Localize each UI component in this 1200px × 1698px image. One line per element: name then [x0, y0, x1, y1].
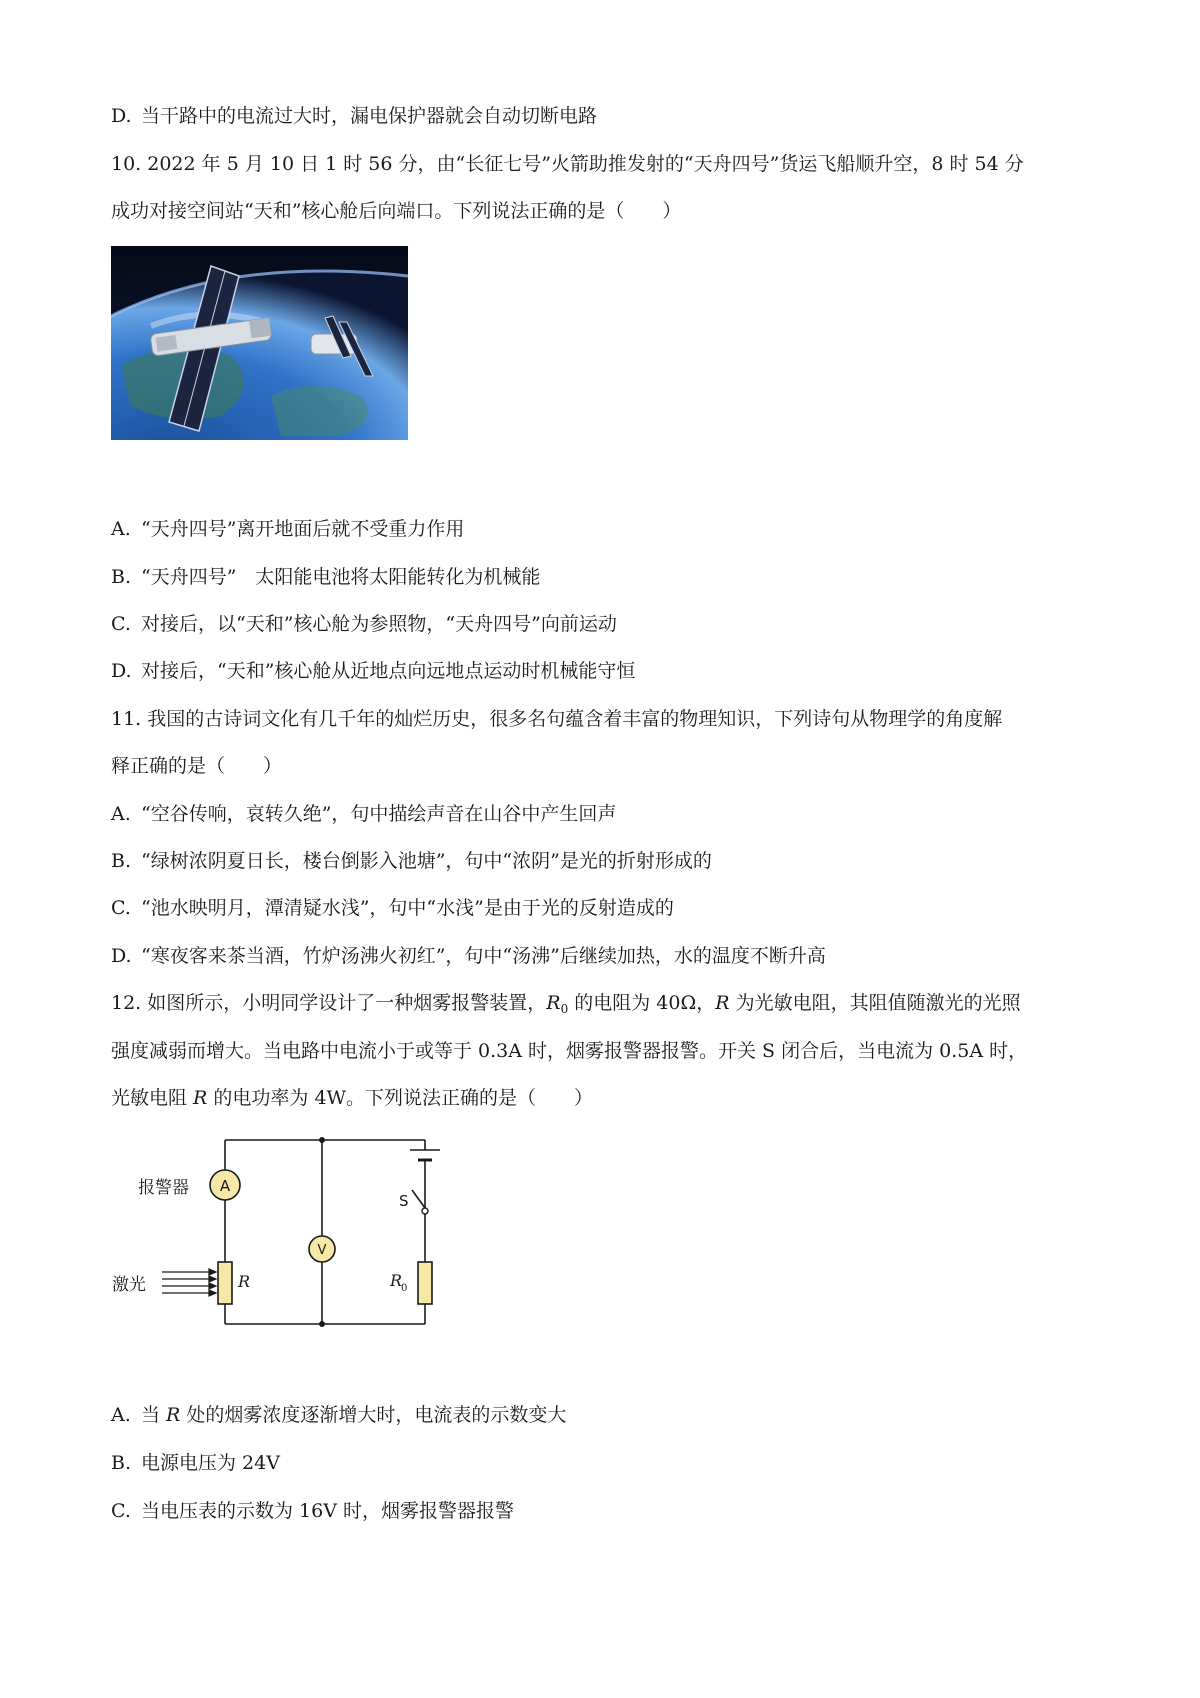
- option-letter: A.: [111, 1404, 131, 1426]
- laser-arrows: [162, 1269, 216, 1296]
- option-text: 电源电压为 24V: [141, 1452, 280, 1474]
- alarm-label: 报警器: [138, 1178, 189, 1198]
- q12-option-a: [111, 1403, 566, 1427]
- option-letter: D.: [111, 945, 132, 967]
- option-text: “绿树浓阴夏日长，楼台倒影入池塘”，句中“浓阴”是光的折射形成的: [141, 850, 712, 872]
- option-letter: A.: [111, 518, 131, 540]
- voltmeter-label: V: [317, 1243, 327, 1258]
- q10-option-d: [111, 659, 635, 683]
- q11-option-c: [111, 896, 674, 920]
- q11-option-d: [111, 944, 826, 968]
- smoke-alarm-circuit: [112, 1128, 460, 1328]
- switch-contact: [422, 1208, 428, 1214]
- q12-stem-line2: 强度减弱而增大。当电路中电流小于或等于 0.3A 时，烟雾报警器报警。开关 S 闭合后，当电流为 0.5A 时，: [111, 1040, 1028, 1062]
- q12-text-a: 12. 如图所示，小明同学设计了一种烟雾报警装置，: [111, 992, 547, 1014]
- q12-stem-line3: [111, 1086, 593, 1110]
- q10-option-c: [111, 612, 617, 636]
- var-r: R: [193, 1087, 208, 1109]
- option-text: 对接后，以“天和”核心舱为参照物，“天舟四号”向前运动: [141, 613, 617, 635]
- option-letter: B.: [111, 1452, 132, 1474]
- switch-blade: [412, 1190, 425, 1208]
- q12-option-c: [111, 1499, 514, 1523]
- q11-option-a: [111, 802, 616, 826]
- q11-stem-line1: 11. 我国的古诗词文化有几千年的灿烂历史，很多名句蕴含着丰富的物理知识，下列诗句从物理学的角度解: [111, 708, 1003, 730]
- option-text: “池水映明月，潭清疑水浅”，句中“水浅”是由于光的反射造成的: [141, 897, 674, 919]
- resistor-r-label: R: [238, 1272, 251, 1291]
- ammeter-label: A: [219, 1177, 231, 1195]
- var-r0: R: [546, 992, 561, 1014]
- option-letter: C.: [111, 1500, 131, 1522]
- switch-label: S: [399, 1192, 409, 1210]
- var-r0-subscript: 0: [560, 1002, 569, 1016]
- q10-stem-line2: 成功对接空间站“天和”核心舱后向端口。下列说法正确的是（ ）: [111, 200, 682, 222]
- var-r: R: [715, 992, 730, 1014]
- junction-dot: [319, 1321, 325, 1327]
- option-text: “天舟四号”离开地面后就不受重力作用: [141, 518, 465, 540]
- q9-option-d: [111, 104, 597, 128]
- q11-stem-line2: 释正确的是（ ）: [111, 755, 283, 777]
- option-letter: C.: [111, 613, 131, 635]
- option-text: 当电压表的示数为 16V 时，烟雾报警器报警: [141, 1500, 514, 1522]
- option-text: “空谷传响，哀转久绝”，句中描绘声音在山谷中产生回声: [141, 803, 617, 825]
- q12-option-b: [111, 1451, 280, 1475]
- q12-text-c: 为光敏电阻，其阻值随激光的光照: [729, 992, 1021, 1014]
- option-text: “寒夜客来茶当酒，竹炉汤沸火初红”，句中“汤沸”后继续加热，水的温度不断升高: [141, 945, 826, 967]
- option-text: 处的烟雾浓度逐渐增大时，电流表的示数变大: [180, 1404, 567, 1426]
- option-letter: D.: [111, 105, 132, 127]
- option-letter: D.: [111, 660, 132, 682]
- photoresistor-icon: [218, 1262, 232, 1304]
- option-letter: B.: [111, 566, 132, 588]
- option-letter: B.: [111, 850, 132, 872]
- resistor-r0-subscript: 0: [401, 1283, 408, 1294]
- option-text: 对接后，“天和”核心舱从近地点向远地点运动时机械能守恒: [141, 660, 636, 682]
- q12-text-e: 的电功率为 4W。下列说法正确的是（ ）: [207, 1087, 594, 1109]
- option-letter: C.: [111, 897, 131, 919]
- option-letter: A.: [111, 803, 131, 825]
- junction-dot: [319, 1137, 325, 1143]
- q11-option-b: [111, 849, 712, 873]
- option-text: “天舟四号” 太阳能电池将太阳能转化为机械能: [141, 566, 541, 588]
- q12-text-b: 的电阻为 40Ω，: [568, 992, 716, 1014]
- space-station-photo: [111, 246, 408, 440]
- laser-label: 激光: [112, 1275, 146, 1295]
- q10-stem-line1: 10. 2022 年 5 月 10 日 1 时 56 分，由“长征七号”火箭助推发射的“天舟四号”货运飞船顺升空，8 时 54 分: [111, 153, 1024, 175]
- q10-option-a: [111, 517, 464, 541]
- q12-text-d: 光敏电阻: [111, 1087, 194, 1109]
- var-r: R: [166, 1404, 181, 1426]
- q12-stem-line1: [111, 991, 1021, 1021]
- resistor-r0-label: R: [390, 1271, 403, 1290]
- option-text: 当: [141, 1404, 167, 1426]
- resistor-r0-icon: [418, 1262, 432, 1304]
- q10-option-b: [111, 565, 540, 589]
- option-text: 当干路中的电流过大时，漏电保护器就会自动切断电路: [141, 105, 598, 127]
